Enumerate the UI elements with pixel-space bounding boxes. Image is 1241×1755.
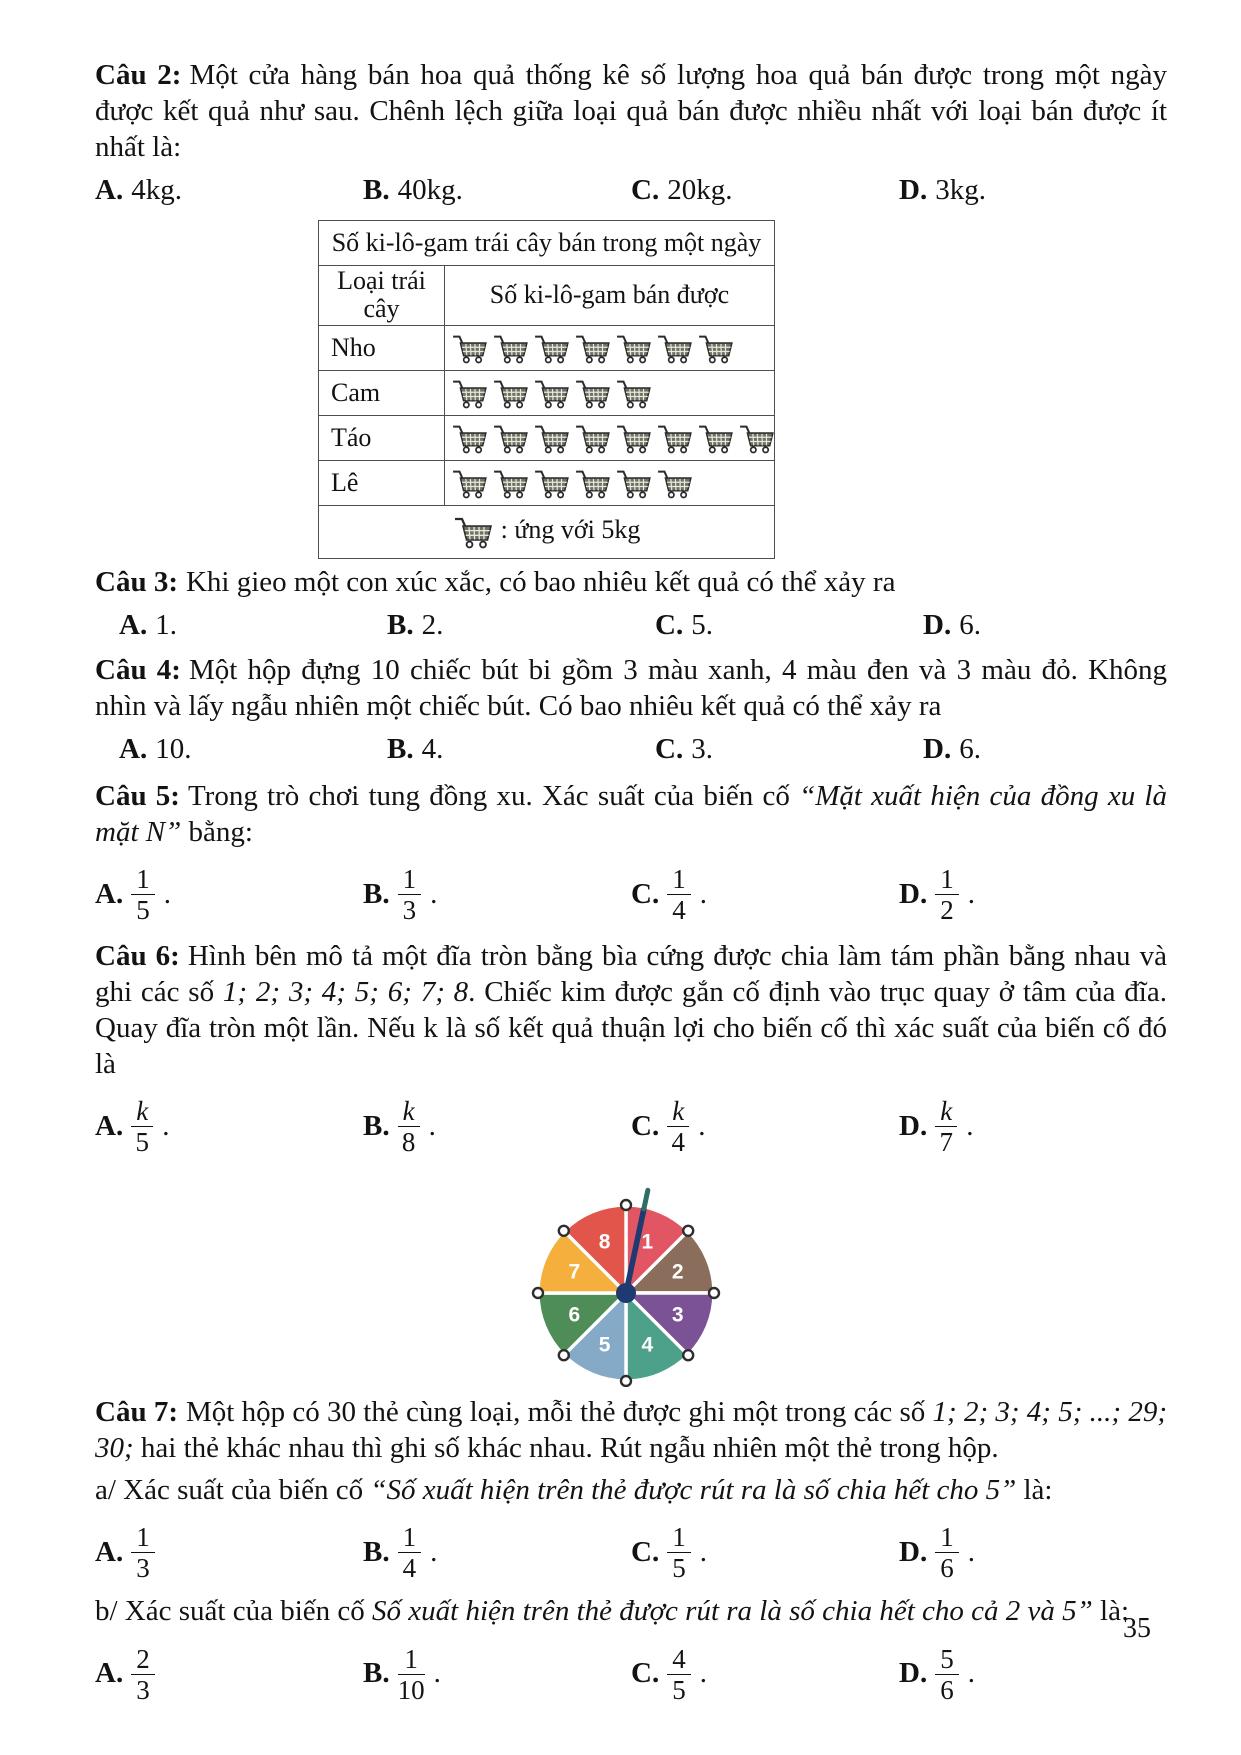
option-fraction <box>398 1645 425 1705</box>
answer-option <box>631 1523 899 1583</box>
fraction-denominator: 6 <box>940 1674 954 1705</box>
option-value: 2. <box>421 609 444 642</box>
fraction-denominator: 8 <box>401 1127 416 1158</box>
question-7-label: Câu 7: <box>95 1395 178 1428</box>
spinner-segment-label: 3 <box>671 1303 684 1327</box>
fraction-numerator: 1 <box>131 1523 155 1553</box>
shopping-cart-icon <box>574 468 611 499</box>
question-7 <box>95 1395 1167 1711</box>
answer-option <box>363 608 631 644</box>
fraction-denominator: 2 <box>940 895 954 926</box>
option-fraction <box>131 865 155 925</box>
shopping-cart-icon <box>533 378 570 409</box>
option-letter: A. <box>119 732 148 765</box>
option-letter: D. <box>899 173 928 206</box>
shopping-cart-icon <box>615 333 652 364</box>
answer-option <box>95 1097 363 1157</box>
option-letter: C. <box>631 1109 660 1142</box>
shopping-cart-icon <box>656 423 693 454</box>
spinner-boundary-dot <box>559 1350 569 1360</box>
question-5 <box>95 779 1167 931</box>
option-fraction <box>667 1523 691 1583</box>
option-letter: B. <box>363 1657 390 1690</box>
option-letter: C. <box>655 732 684 765</box>
shopping-cart-icon <box>656 468 693 499</box>
answer-option <box>631 865 899 925</box>
text-run: Trong trò chơi tung đồng xu. Xác suất của biến cố <box>187 779 800 812</box>
option-letter: D. <box>899 877 928 910</box>
fraction-denominator: 3 <box>402 895 417 926</box>
question-4-text <box>95 653 1167 725</box>
shopping-cart-icon <box>492 378 529 409</box>
option-suffix: . <box>428 1109 436 1142</box>
option-value: 4kg. <box>131 173 182 206</box>
shopping-cart-icon <box>451 333 488 364</box>
text-run: . Chiếc kim được gắn cố định vào trục quay ở tâm của đĩa. Quay đĩa tròn một lần. Nếu k là số kết quả thuận lợi cho biến cố thì xác suất của biến cố đó là <box>95 975 1167 1080</box>
spinner-boundary-dot <box>683 1225 693 1235</box>
option-letter: A. <box>95 173 124 206</box>
pictograph-cart-cells <box>445 326 775 371</box>
pictograph-fruit-label: Táo <box>319 416 445 461</box>
pictograph-cart-cells <box>445 461 775 506</box>
option-value: 20kg. <box>667 173 733 206</box>
option-fraction <box>131 1645 155 1705</box>
option-fraction <box>667 1645 691 1705</box>
answer-option <box>631 608 899 644</box>
text-run: Hình bên mô tả một đĩa tròn bằng bìa cứng được chia làm tám phần bằng nhau và ghi các số <box>95 939 1168 1008</box>
fraction-numerator: 1 <box>398 865 422 895</box>
text-run: “Số xuất hiện trên thẻ được rút ra là số chia hết cho 5” <box>370 1473 1017 1506</box>
answer-option <box>899 865 1167 925</box>
fraction-denominator: 3 <box>136 1552 150 1583</box>
pictograph-fruit-label: Nho <box>319 326 445 371</box>
answer-option <box>95 732 363 768</box>
answer-option <box>95 865 363 925</box>
spinner-segment-label: 7 <box>568 1260 581 1284</box>
answer-option <box>899 1523 1167 1583</box>
question-6-label: Câu 6: <box>95 939 180 972</box>
question-4-body <box>95 654 1167 722</box>
spinner-segment-label: 8 <box>598 1229 611 1253</box>
question-2-options <box>95 172 1167 210</box>
spinner-boundary-dot <box>709 1288 719 1298</box>
question-2 <box>95 58 1167 210</box>
shopping-cart-icon <box>453 515 493 544</box>
question-7a-options <box>95 1516 1167 1588</box>
pictograph-row <box>319 371 775 416</box>
shopping-cart-icon <box>451 378 488 409</box>
option-fraction <box>935 1097 957 1157</box>
option-fraction <box>935 1645 959 1705</box>
fraction-denominator: 10 <box>397 1674 425 1705</box>
spinner-boundary-dot <box>559 1225 569 1235</box>
answer-option <box>899 732 1167 768</box>
text-run: “Mặt xuất hiện của đồng xu là mặt N” <box>95 779 1167 848</box>
shopping-cart-icon <box>615 468 652 499</box>
question-4-label: Câu 4: <box>95 654 181 686</box>
pictograph-rows <box>319 326 775 506</box>
fraction-denominator: 7 <box>939 1127 953 1158</box>
option-fraction <box>398 1097 420 1157</box>
shopping-cart-icon <box>615 423 652 454</box>
fraction-denominator: 3 <box>136 1674 150 1705</box>
option-fraction <box>935 865 959 925</box>
answer-option <box>631 1645 899 1705</box>
pictograph-row <box>319 461 775 506</box>
pictograph-legend-text: : ứng với 5kg <box>500 515 641 545</box>
question-3-label: Câu 3: <box>95 566 178 599</box>
shopping-cart-icon <box>451 423 488 454</box>
fraction-denominator: 4 <box>671 1127 685 1158</box>
text-run: 1; 2; 3; 4; 5; ...; 29; 30; <box>95 1395 1167 1464</box>
shopping-cart-icon <box>533 423 570 454</box>
pictograph-row <box>319 416 775 461</box>
fraction-numerator: k <box>935 1097 957 1127</box>
question-5-options <box>95 859 1167 931</box>
question-7b-options <box>95 1638 1167 1710</box>
option-letter: C. <box>631 877 660 910</box>
option-suffix: . <box>430 1535 438 1568</box>
spinner-boundary-dot <box>533 1288 543 1298</box>
answer-option <box>95 1645 363 1705</box>
fraction-numerator: 1 <box>667 865 691 895</box>
option-fraction <box>398 1523 422 1583</box>
shopping-cart-icon <box>574 378 611 409</box>
answer-option <box>631 732 899 768</box>
fraction-numerator: k <box>398 1097 420 1127</box>
answer-option <box>363 173 631 209</box>
shopping-cart-icon <box>574 333 611 364</box>
option-letter: B. <box>387 732 414 765</box>
fraction-numerator: 1 <box>131 865 155 895</box>
fraction-denominator: 5 <box>672 1674 686 1705</box>
option-suffix: . <box>433 1657 441 1690</box>
question-6-text <box>95 939 1167 1083</box>
shopping-cart-icon <box>574 423 611 454</box>
option-letter: D. <box>899 1109 928 1142</box>
option-letter: A. <box>95 1109 124 1142</box>
pictograph-cart-cells <box>445 371 775 416</box>
spinner-segment-label: 4 <box>641 1333 654 1357</box>
option-value: 5. <box>691 609 713 642</box>
text-run: 1; 2; 3; 4; 5; 6; 7; 8 <box>222 975 469 1008</box>
pictograph-title-row <box>319 220 775 265</box>
pictograph-fruit-label: Lê <box>319 461 445 506</box>
answer-option <box>631 173 899 209</box>
question-6 <box>95 939 1167 1163</box>
answer-option <box>363 1097 631 1157</box>
option-letter: B. <box>363 877 390 910</box>
fraction-denominator: 6 <box>940 1552 954 1583</box>
fraction-denominator: 4 <box>402 1552 417 1583</box>
shopping-cart-icon <box>492 333 529 364</box>
fraction-numerator: 4 <box>667 1645 691 1675</box>
spinner-segment-label: 1 <box>641 1229 654 1253</box>
fraction-numerator: 1 <box>398 1645 425 1675</box>
option-letter: D. <box>923 609 952 642</box>
answer-option <box>95 173 363 209</box>
shopping-cart-icon <box>492 423 529 454</box>
option-suffix: . <box>966 1109 974 1142</box>
spinner-wheel <box>511 1175 741 1387</box>
option-letter: C. <box>631 1535 660 1568</box>
text-run: Một hộp đựng 10 chiếc bút bi gồm 3 màu xanh, 4 màu đen và 3 màu đỏ. Không nhìn và lấy ngẫu nhiên một chiếc bút. Có bao nhiêu kết quả có thể xảy ra <box>95 654 1167 722</box>
option-letter: C. <box>631 1657 660 1690</box>
pictograph-cart-cells <box>445 416 775 461</box>
option-suffix: . <box>162 1109 170 1142</box>
text-run: b/ Xác suất của biến cố <box>95 1595 373 1628</box>
text-run: hai thẻ khác nhau thì ghi số khác nhau. Rút ngẫu nhiên một thẻ trong hộp. <box>133 1431 999 1464</box>
answer-option <box>95 1523 363 1583</box>
question-4-options <box>95 731 1167 769</box>
option-suffix: . <box>430 877 438 910</box>
question-3-body <box>186 566 895 598</box>
option-suffix: . <box>163 877 171 910</box>
option-value: 10. <box>155 732 192 765</box>
shopping-cart-icon <box>451 468 488 499</box>
option-suffix: . <box>967 877 975 910</box>
option-letter: B. <box>363 1535 390 1568</box>
option-value: 6. <box>959 609 981 642</box>
spinner-boundary-dot <box>621 1200 631 1210</box>
spinner-segment-label: 5 <box>598 1333 611 1357</box>
question-7b-text <box>95 1594 1167 1630</box>
option-fraction <box>131 1097 153 1157</box>
option-letter: A. <box>119 609 148 642</box>
question-2-text <box>95 58 1167 166</box>
question-3-text <box>95 565 1167 601</box>
option-letter: D. <box>923 732 952 765</box>
option-fraction <box>667 865 691 925</box>
option-letter: C. <box>631 173 660 206</box>
pictograph-col-fruit-header: Loại trái cây <box>319 265 445 325</box>
option-value: 6. <box>959 732 981 765</box>
fraction-numerator: k <box>667 1097 689 1127</box>
answer-option <box>631 1097 899 1157</box>
shopping-cart-icon <box>453 515 493 549</box>
shopping-cart-icon <box>615 378 652 409</box>
fruit-pictograph-table <box>318 220 775 559</box>
pictograph-title: Số ki-lô-gam trái cây bán trong một ngày <box>319 220 775 265</box>
option-fraction <box>398 865 422 925</box>
fraction-numerator: 2 <box>131 1645 155 1675</box>
fraction-numerator: 1 <box>398 1523 422 1553</box>
text-run: là: <box>1016 1473 1053 1506</box>
question-2-label: Câu 2: <box>95 59 182 91</box>
option-value: 40kg. <box>397 173 463 206</box>
answer-option <box>899 1097 1167 1157</box>
answer-option <box>899 1645 1167 1705</box>
option-value: 4. <box>421 732 444 765</box>
fraction-numerator: k <box>131 1097 153 1127</box>
question-3-options <box>95 607 1167 645</box>
pictograph-fruit-label: Cam <box>319 371 445 416</box>
answer-option <box>363 1645 631 1705</box>
option-fraction <box>935 1523 959 1583</box>
text-run: a/ Xác suất của biến cố <box>95 1473 371 1506</box>
question-6-body <box>95 940 1167 1080</box>
spinner-boundary-dot <box>621 1376 631 1386</box>
option-letter: D. <box>899 1535 928 1568</box>
question-2-body <box>95 59 1167 163</box>
text-run: Khi gieo một con xúc xắc, có bao nhiêu kết quả có thể xảy ra <box>185 566 896 599</box>
option-letter: B. <box>363 173 390 206</box>
question-4 <box>95 653 1167 769</box>
shopping-cart-icon <box>697 333 734 364</box>
text-run: là: <box>1092 1595 1130 1628</box>
fraction-denominator: 5 <box>136 895 150 926</box>
option-value: 3kg. <box>935 173 986 206</box>
question-7a-text <box>95 1473 1167 1509</box>
answer-option <box>899 608 1167 644</box>
option-value: 1. <box>155 609 177 642</box>
text-run: Một cửa hàng bán hoa quả thống kê số lượng hoa quả bán được trong một ngày được kết quả như sau. Chênh lệch giữa loại quả bán được nhiều nhất với loại bán được ít nhất là: <box>95 59 1167 163</box>
question-5-body <box>95 780 1167 848</box>
fraction-numerator: 1 <box>935 1523 959 1553</box>
shopping-cart-icon <box>738 423 775 454</box>
shopping-cart-icon <box>492 468 529 499</box>
fraction-numerator: 5 <box>935 1645 959 1675</box>
spinner-figure <box>95 1175 1167 1387</box>
fraction-denominator: 4 <box>672 895 686 926</box>
pictograph-header-row <box>319 265 775 325</box>
option-letter: A. <box>95 1657 124 1690</box>
spinner-segment-label: 2 <box>671 1260 684 1284</box>
question-5-text <box>95 779 1167 851</box>
option-letter: D. <box>899 1657 928 1690</box>
pictograph-legend <box>319 506 775 559</box>
spinner-segment-label: 6 <box>568 1303 581 1327</box>
question-7-text <box>95 1395 1167 1467</box>
pictograph-row <box>319 326 775 371</box>
shopping-cart-icon <box>533 333 570 364</box>
option-value: 3. <box>691 732 713 765</box>
shopping-cart-icon <box>533 468 570 499</box>
answer-option <box>363 732 631 768</box>
pictograph-legend-row <box>319 506 775 559</box>
option-suffix: . <box>699 877 707 910</box>
answer-option <box>899 173 1167 209</box>
option-fraction <box>667 1097 689 1157</box>
answer-option <box>363 1523 631 1583</box>
option-suffix: . <box>699 1535 707 1568</box>
option-suffix: . <box>967 1657 975 1690</box>
option-letter: B. <box>387 609 414 642</box>
shopping-cart-icon <box>656 333 693 364</box>
fraction-numerator: 1 <box>935 865 959 895</box>
question-3 <box>95 565 1167 645</box>
text-run: bằng: <box>181 815 253 848</box>
option-letter: B. <box>363 1109 390 1142</box>
text-run: Số xuất hiện trên thẻ được rút ra là số chia hết cho cả 2 và 5” <box>372 1595 1093 1628</box>
text-run: Một hộp có 30 thẻ cùng loại, mỗi thẻ được ghi một trong các số <box>186 1395 933 1428</box>
answer-option <box>95 608 363 644</box>
option-fraction <box>131 1523 155 1583</box>
option-letter: A. <box>95 1535 124 1568</box>
question-7-body <box>95 1396 1167 1464</box>
spinner-hub <box>616 1283 636 1303</box>
option-suffix: . <box>967 1535 975 1568</box>
fraction-denominator: 5 <box>135 1127 149 1158</box>
option-suffix: . <box>698 1109 706 1142</box>
page-number: 35 <box>1123 1613 1151 1644</box>
shopping-cart-icon <box>697 423 734 454</box>
spinner-boundary-dot <box>683 1350 693 1360</box>
answer-option <box>363 865 631 925</box>
option-letter: C. <box>655 609 684 642</box>
pictograph-col-amount-header: Số ki-lô-gam bán được <box>445 265 775 325</box>
fraction-denominator: 5 <box>672 1552 686 1583</box>
question-5-label: Câu 5: <box>95 779 180 812</box>
option-suffix: . <box>699 1657 707 1690</box>
option-letter: A. <box>95 877 124 910</box>
fraction-numerator: 1 <box>667 1523 691 1553</box>
question-6-options <box>95 1091 1167 1163</box>
